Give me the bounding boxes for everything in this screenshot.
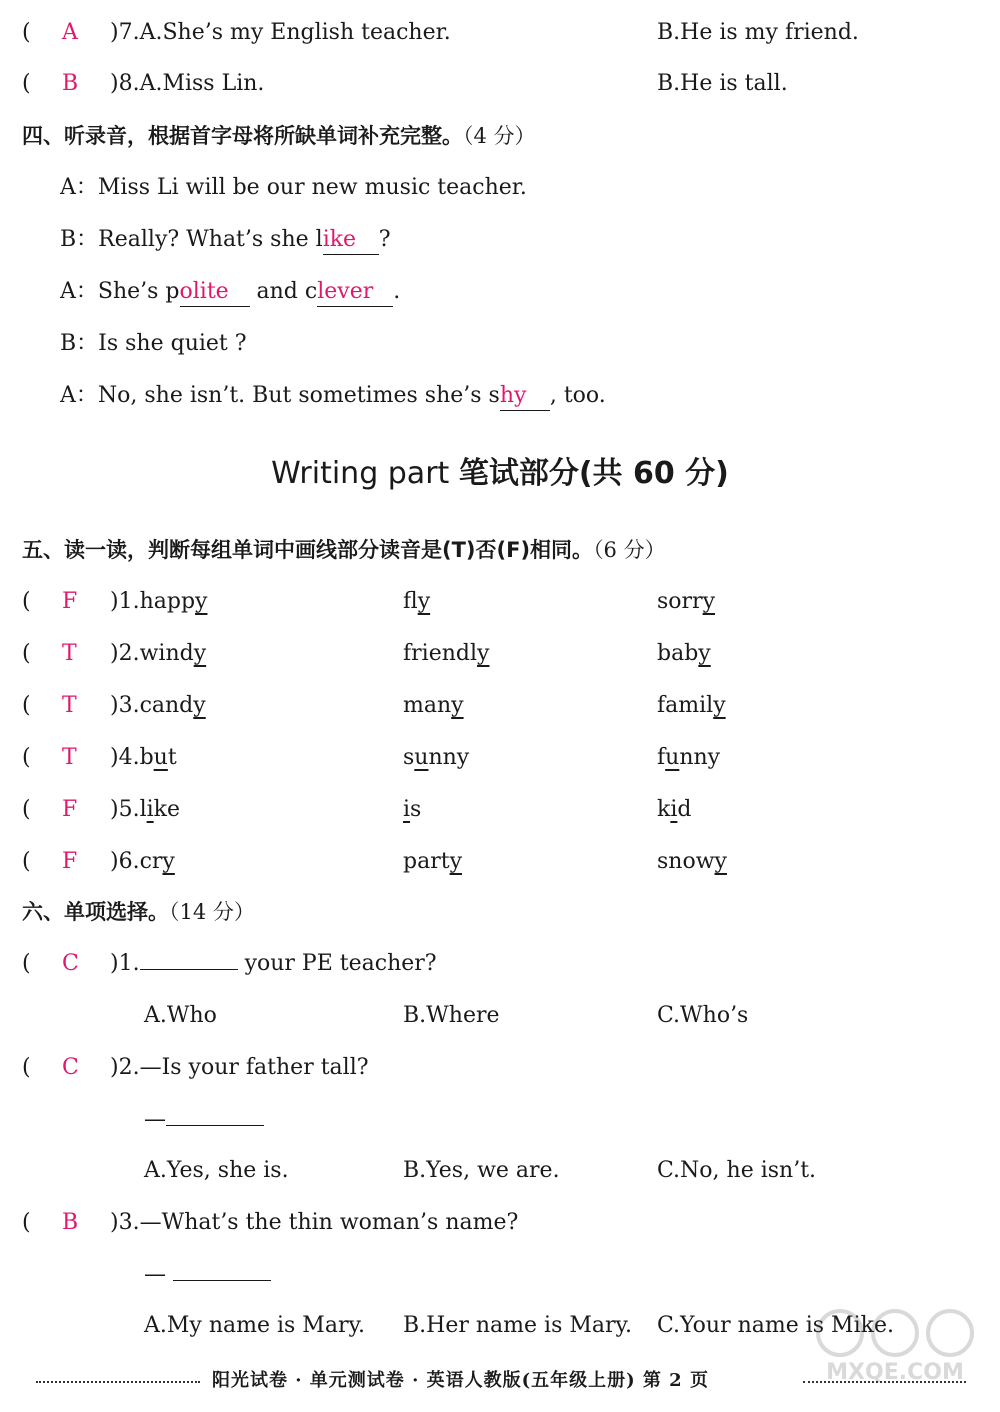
text-segment: y bbox=[713, 693, 726, 718]
answer-mark: C bbox=[62, 951, 79, 976]
option-b[interactable]: B.Yes, we are. bbox=[403, 1158, 560, 1183]
word-3 bbox=[657, 634, 711, 674]
text-segment: )5. bbox=[110, 797, 140, 822]
text-segment: ( bbox=[22, 745, 31, 770]
text-segment bbox=[60, 376, 606, 416]
text-segment: i bbox=[670, 797, 678, 822]
text-segment: and c bbox=[249, 279, 318, 304]
word-3 bbox=[657, 738, 720, 778]
phonics-row-5 bbox=[0, 790, 1000, 830]
footer-text: 阳光试卷 · 单元测试卷 · 英语人教版(五年级上册) 第 2 页 bbox=[212, 1370, 709, 1391]
page-footer bbox=[0, 1366, 1000, 1396]
word-2 bbox=[403, 634, 489, 674]
text-segment: b bbox=[139, 745, 154, 770]
text-segment: ( bbox=[22, 589, 31, 614]
text-segment: cand bbox=[139, 693, 194, 718]
text-segment: y bbox=[195, 589, 208, 614]
answer-mark: T bbox=[62, 641, 77, 666]
answer-blank[interactable] bbox=[166, 1103, 264, 1126]
text-segment: nny bbox=[428, 745, 470, 770]
text-segment: f bbox=[657, 745, 666, 770]
section-4-heading bbox=[0, 116, 1000, 156]
text-segment: ke bbox=[153, 797, 181, 822]
question-option-b: B.He is tall. bbox=[657, 71, 788, 96]
word-3 bbox=[657, 582, 715, 622]
word-2 bbox=[403, 686, 464, 726]
text-segment: wind bbox=[139, 641, 194, 666]
text-segment: 四、听录音，根据首字母将所缺单词补充完整。 bbox=[22, 124, 463, 148]
text-segment: nny bbox=[679, 745, 721, 770]
word-2 bbox=[403, 842, 462, 882]
option-b[interactable]: B.Where bbox=[403, 1003, 500, 1028]
text-segment: friendl bbox=[403, 641, 478, 666]
word-2 bbox=[403, 738, 469, 778]
word-3 bbox=[657, 842, 727, 882]
text-segment: ( bbox=[22, 1055, 31, 1080]
dialogue-line-2 bbox=[0, 220, 1000, 260]
text-segment: A：Miss Li will be our new music teacher. bbox=[60, 175, 527, 200]
question-row-7 bbox=[0, 13, 1000, 53]
text-segment: )7. bbox=[110, 20, 140, 45]
text-segment: famil bbox=[657, 693, 714, 718]
text-segment: fl bbox=[403, 589, 418, 614]
fill-blank[interactable] bbox=[317, 278, 393, 307]
answer-mark: F bbox=[62, 589, 78, 614]
footer-divider-left bbox=[36, 1381, 200, 1383]
fill-blank[interactable] bbox=[500, 382, 550, 411]
text-segment: )6. bbox=[110, 849, 140, 874]
word-1 bbox=[110, 790, 180, 830]
text-segment: y bbox=[477, 641, 490, 666]
question-stem bbox=[110, 1048, 369, 1088]
answer-mark: A bbox=[62, 20, 78, 45]
question-option-b: B.He is my friend. bbox=[657, 20, 859, 45]
mc-question-2 bbox=[0, 1048, 1000, 1088]
text-segment: A：No, she isn’t. But sometimes she’s s bbox=[60, 383, 500, 408]
text-segment: )4. bbox=[110, 745, 140, 770]
word-3 bbox=[657, 790, 691, 830]
text-segment: （6 分） bbox=[593, 538, 666, 562]
text-segment: )1. bbox=[110, 951, 140, 976]
question-row-8 bbox=[0, 64, 1000, 104]
word-1 bbox=[110, 582, 207, 622]
mc-options-1 bbox=[0, 996, 1000, 1036]
mc-question-1 bbox=[0, 944, 1000, 984]
paren: ( bbox=[22, 20, 31, 45]
mc-options-2 bbox=[0, 1151, 1000, 1191]
option-a[interactable]: A.Who bbox=[144, 1003, 217, 1028]
question-stem bbox=[110, 944, 437, 984]
mc-question-3 bbox=[0, 1203, 1000, 1243]
text-segment: man bbox=[403, 693, 452, 718]
word-1 bbox=[110, 634, 206, 674]
text-segment: k bbox=[657, 797, 671, 822]
fill-blank[interactable] bbox=[323, 226, 379, 255]
text-segment: y bbox=[193, 641, 207, 666]
text-segment: — bbox=[144, 1262, 166, 1287]
text-segment: 六、单项选择。 bbox=[22, 900, 169, 924]
text-segment bbox=[60, 272, 400, 312]
text-segment bbox=[60, 220, 390, 260]
option-c[interactable]: C.Who’s bbox=[657, 1003, 749, 1028]
section-6-heading bbox=[0, 892, 1000, 932]
text-segment: )3. bbox=[110, 1210, 140, 1235]
text-segment: olite bbox=[179, 279, 229, 304]
question-option-a bbox=[110, 64, 264, 104]
footer-divider-right bbox=[803, 1381, 966, 1383]
text-segment: s bbox=[403, 745, 415, 770]
text-segment: 笔试部分(共 60 分) bbox=[458, 456, 729, 491]
text-segment: y bbox=[162, 849, 175, 874]
text-segment: ( bbox=[22, 693, 31, 718]
text-segment: part bbox=[403, 849, 450, 874]
text-segment: Writing part bbox=[271, 456, 459, 491]
answer-blank[interactable] bbox=[173, 1258, 271, 1281]
text-segment: y bbox=[449, 849, 462, 874]
text-segment: ( bbox=[22, 641, 31, 666]
word-1 bbox=[110, 842, 175, 882]
fill-blank[interactable] bbox=[180, 278, 250, 307]
part-title bbox=[0, 452, 1000, 496]
phonics-row-1 bbox=[0, 582, 1000, 622]
text-segment: )8. bbox=[110, 71, 140, 96]
text-segment: B：Really? What’s she l bbox=[60, 227, 323, 252]
text-segment bbox=[144, 1255, 271, 1295]
answer-mark: T bbox=[62, 745, 77, 770]
text-segment: ? bbox=[378, 227, 391, 252]
phonics-row-2 bbox=[0, 634, 1000, 674]
text-segment: )2. bbox=[110, 641, 140, 666]
text-segment: hy bbox=[499, 383, 527, 408]
text-segment: snow bbox=[657, 849, 715, 874]
mc-reply-3 bbox=[0, 1255, 1000, 1295]
text-segment: ( bbox=[22, 849, 31, 874]
text-segment: . bbox=[393, 279, 401, 304]
text-segment bbox=[144, 1100, 264, 1140]
watermark-text: MXQE.COM bbox=[826, 1360, 964, 1385]
text-segment: cr bbox=[139, 849, 163, 874]
question-option-a bbox=[110, 13, 451, 53]
option-a[interactable]: A.My name is Mary. bbox=[144, 1313, 365, 1338]
text-segment: y bbox=[193, 693, 206, 718]
answer-mark: F bbox=[62, 797, 78, 822]
text-segment: i bbox=[403, 797, 411, 822]
word-2 bbox=[403, 582, 430, 622]
text-segment: l bbox=[139, 797, 147, 822]
text-segment: u bbox=[414, 745, 429, 770]
text-segment: ( bbox=[22, 1210, 31, 1235]
text-segment: i bbox=[146, 797, 154, 822]
dialogue-line-4 bbox=[0, 324, 1000, 364]
text-segment: your PE teacher? bbox=[237, 951, 437, 976]
text-segment: sorr bbox=[657, 589, 703, 614]
text-segment: t bbox=[167, 745, 177, 770]
text-segment: —Is your father tall? bbox=[139, 1055, 369, 1080]
phonics-row-6 bbox=[0, 842, 1000, 882]
text-segment: y bbox=[714, 849, 727, 874]
answer-mark: F bbox=[62, 849, 78, 874]
option-c[interactable]: C.No, he isn’t. bbox=[657, 1158, 817, 1183]
text-segment: （4 分） bbox=[463, 124, 536, 148]
text-segment: A.She’s my English teacher. bbox=[139, 20, 451, 45]
text-segment: lever bbox=[317, 279, 374, 304]
text-segment: —What’s the thin woman’s name? bbox=[139, 1210, 519, 1235]
answer-mark: C bbox=[62, 1055, 79, 1080]
answer-mark: T bbox=[62, 693, 77, 718]
word-3 bbox=[657, 686, 726, 726]
text-segment: , too. bbox=[549, 383, 606, 408]
answer-mark: B bbox=[62, 1210, 79, 1235]
answer-blank[interactable] bbox=[140, 947, 238, 970]
text-segment: A.Miss Lin. bbox=[139, 71, 265, 96]
dialogue-line-3 bbox=[0, 272, 1000, 312]
option-c[interactable]: C.Your name is Mike. bbox=[657, 1313, 894, 1338]
option-b[interactable]: B.Her name is Mary. bbox=[403, 1313, 633, 1338]
phonics-row-3 bbox=[0, 686, 1000, 726]
text-segment: y bbox=[417, 589, 431, 614]
text-segment: d bbox=[677, 797, 692, 822]
text-segment: bab bbox=[657, 641, 699, 666]
text-segment: ( bbox=[22, 797, 31, 822]
word-1 bbox=[110, 686, 206, 726]
text-segment: （14 分） bbox=[169, 900, 255, 924]
text-segment: u bbox=[153, 745, 168, 770]
text-segment: ( bbox=[22, 951, 31, 976]
question-stem bbox=[110, 1203, 518, 1243]
paren: ( bbox=[22, 71, 31, 96]
text-segment bbox=[22, 530, 666, 570]
dialogue-line-1 bbox=[0, 168, 1000, 208]
text-segment: happ bbox=[139, 589, 196, 614]
text-segment: )1. bbox=[110, 589, 140, 614]
answer-mark: B bbox=[62, 71, 79, 96]
dialogue-line-5 bbox=[0, 376, 1000, 416]
text-segment: s bbox=[410, 797, 422, 822]
text-segment: 五、读一读，判断每组单词中画线部分读音是(T)否(F)相同。 bbox=[22, 538, 594, 562]
text-segment: — bbox=[144, 1107, 166, 1132]
phonics-row-4 bbox=[0, 738, 1000, 778]
text-segment: )3. bbox=[110, 693, 140, 718]
text-segment: ike bbox=[322, 227, 357, 252]
text-segment: y bbox=[451, 693, 464, 718]
section-5-heading bbox=[0, 530, 1000, 570]
mc-reply-2 bbox=[0, 1100, 1000, 1140]
text-segment: )2. bbox=[110, 1055, 140, 1080]
word-2 bbox=[403, 790, 421, 830]
word-1 bbox=[110, 738, 177, 778]
text-segment: y bbox=[702, 589, 716, 614]
text-segment bbox=[22, 892, 255, 932]
text-segment bbox=[22, 116, 536, 156]
text-segment: A：She’s p bbox=[60, 279, 180, 304]
option-a[interactable]: A.Yes, she is. bbox=[144, 1158, 289, 1183]
text-segment: y bbox=[698, 641, 711, 666]
text-segment: B：Is she quiet ? bbox=[60, 331, 247, 356]
text-segment: u bbox=[665, 745, 680, 770]
